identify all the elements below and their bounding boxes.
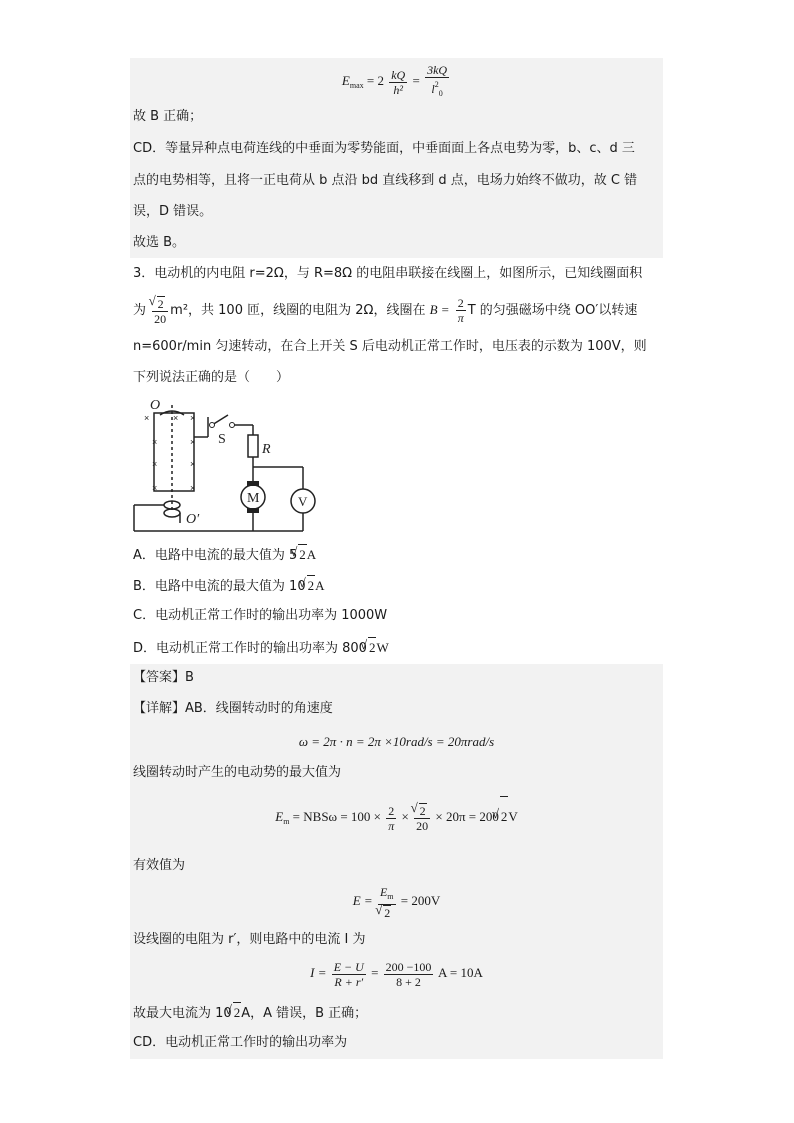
emax-equation: $E_{max} = 2$ $\frac{kQ}{\text{h²}}$ = $\frac{3kQ}{l^2_0}$ xyxy=(341,63,448,99)
cd-line: CD．电动机正常工作时的输出功率为 xyxy=(133,1035,348,1050)
solution-text-line: 误，D 错误。 xyxy=(133,204,213,219)
effective-intro: 有效值为 xyxy=(133,858,186,873)
motor-brush-bottom xyxy=(247,508,259,513)
solution-text-line: 点的电势相等，且将一正电荷从 b 点沿 bd 直线移到 d 点，电场力始终不做功，故 C 错 xyxy=(133,173,638,188)
magnetic-field-crosses xyxy=(144,413,195,493)
current-equation: I = $\frac{E - U}{R + r'}$ = $\frac{200 -100}{8 + 2}$ A = 10A xyxy=(310,959,483,989)
omega-equation: ω = 2π · n = 2π ×10rad/s = 20πrad/s xyxy=(298,734,495,749)
svg-text:×: × xyxy=(173,413,179,423)
label-m: M xyxy=(247,491,260,506)
label-s: S xyxy=(218,432,226,447)
svg-text:×: × xyxy=(152,483,158,493)
resistor-r xyxy=(248,435,258,457)
motor-brush-top xyxy=(247,481,259,486)
option-a: A．电路中电流的最大值为 5√ 2A xyxy=(133,544,316,566)
current-intro: 设线圈的电阻为 r′，则电路中的电流 I 为 xyxy=(133,932,366,947)
effective-equation: E = $E_m$ √ 2 = 200V xyxy=(130,882,663,920)
label-o-prime: O′ xyxy=(186,512,200,527)
answer-line: 【答案】B xyxy=(133,670,194,685)
detail-line: 【详解】AB．线圈转动时的角速度 xyxy=(133,701,333,716)
svg-text:×: × xyxy=(144,413,150,423)
question-text: n=600r/min 匀速转动，在合上开关 S 后电动机正常工作时，电压表的示数为 100V，则 xyxy=(133,339,647,354)
question-text: 3．电动机的内电阻 r=2Ω，与 R=8Ω 的电阻串联接在线圈上，如图所示，已知线圈面积 xyxy=(133,266,643,281)
solution-text-line: 故 B 正确； xyxy=(133,109,203,124)
svg-text:×: × xyxy=(190,413,196,423)
question-text: 为 √ $\frac{2}{20}$ m²，共 100 匝，线圈的电阻为 2Ω，线圈在 B = $\frac{2}{\pi}$ T 的匀强磁场中绕 OO′以转速 xyxy=(133,292,637,328)
max-current-line: 故最大电流为 10√ 2A，A 错误，B 正确； xyxy=(133,1002,367,1024)
circuit-diagram xyxy=(128,395,328,535)
solution-text-line: 故选 B。 xyxy=(133,235,186,250)
svg-text:×: × xyxy=(152,437,158,447)
label-o: O xyxy=(150,398,161,413)
solution-block-answer xyxy=(130,664,663,1059)
emax-intro: 线圈转动时产生的电动势的最大值为 xyxy=(133,765,342,780)
svg-text:×: × xyxy=(190,437,196,447)
em-equation: $E_m = NBS\omega = 100$ × $\frac{2}{\pi}$ × √ $\frac{2}{20}$ × 20π = 200√ 2V xyxy=(130,796,663,836)
label-v: V xyxy=(298,494,308,509)
svg-text:×: × xyxy=(190,483,196,493)
solution-text-line: CD．等量异种点电荷连线的中垂面为零势能面，中垂面面上各点电势为零，b、c、d 三 xyxy=(133,141,635,156)
label-r: R xyxy=(262,442,271,457)
svg-text:×: × xyxy=(190,459,196,469)
option-d: D．电动机正常工作时的输出功率为 800√ 2W xyxy=(133,637,389,659)
question-text: 下列说法正确的是（ ） xyxy=(133,370,290,385)
svg-text:×: × xyxy=(152,459,158,469)
coil-loop xyxy=(154,413,194,491)
option-c: C．电动机正常工作时的输出功率为 1000W xyxy=(133,608,388,623)
option-b: B．电路中电流的最大值为 10√ 2A xyxy=(133,575,324,597)
